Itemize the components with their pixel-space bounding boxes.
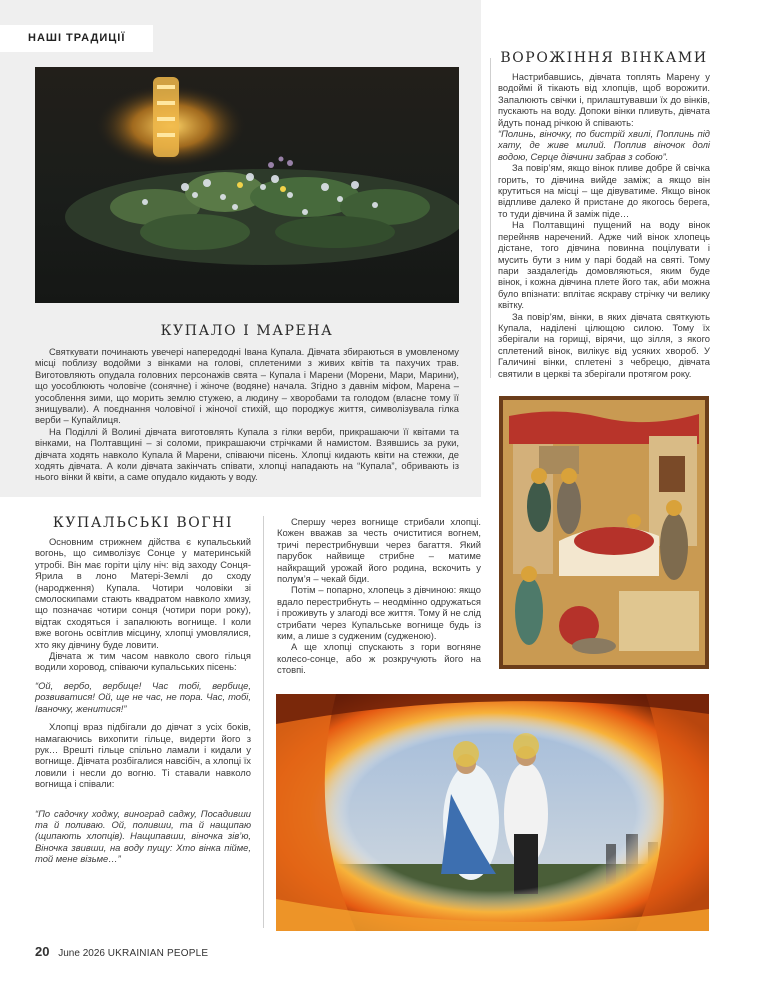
song-quote: “По садочку ходжу, виноград саджу, Посадивши та й поливаю. Ой, поливши, та й нащипаю (щипають хлопців). Нащипавши, віночка зів’ю, Віночка звивши, на воду пущу: Хто вінка пійме, той мене візьме…” — [35, 807, 251, 865]
wreath-on-water-image — [35, 67, 459, 303]
paragraph: Дівчата ж тим часом навколо свого гільця водили хоровод, співаючи купальських пісень: — [35, 650, 251, 673]
column-divider — [490, 58, 491, 378]
paragraph: Святкувати починають увечері напередодні Івана Купала. Дівчата збираються в умовленому місці поблизу водойми з вінками на голові, сплетеними з живих квітів та пахучих трав. Виготовляють опудала головних персонажів свята – Купала і Марени (Морени, Мари, Марини), що уособлюють чоловіче (сонячне) і жіноче (водяне) начала. Згідно з давнім міфом, Марена – уособлення зими, що морить землю стужею, а людину – хворобами та голодом (власне тому її знищували). А поєднання чоловічої і жіночої стихій, що породжує життя, символізувала гілка верби – Купайлиця. — [35, 346, 459, 426]
paragraph: Потім – попарно, хлопець з дівчиною: якщо вдало перестрибнуть – неодмінно одружаться і проживуть у злагоді все життя. Тому й не слід стрибати через Купальське вогнище будь із ким, а лише з судженим (судженою). — [277, 584, 481, 642]
paragraph: А ще хлопці спускають з гори вогняне колесо-сонце, або ж розкручують його на стовпі. — [277, 641, 481, 676]
page-number: 20 — [35, 944, 50, 959]
article-title-vogni: КУПАЛЬСЬКІ ВОГНІ — [52, 515, 234, 531]
fire-dance-image — [276, 694, 709, 931]
article-body-vogni-col1 — [35, 536, 251, 865]
article-title-vorozhinnia: ВОРОЖІННЯ ВІНКАМИ — [500, 50, 708, 66]
paragraph: За повір’ям, якщо вінок пливе добре й свічка горить, то дівчина вийде заміж; а якщо він крутиться на місці – ще дівуватиме. Якщо вінок відпливе далеко й пристане до якогось берега, то туди дівчина й заміж піде… — [498, 162, 710, 219]
article-body-kupalo — [35, 346, 459, 483]
song-quote: “Ой, вербо, вербице! Час тобі, вербице, розвиватися! Ой, ще не час, не пора. Час, тобі, Іваночку, женитися!” — [35, 679, 251, 714]
article-body-vogni-col2 — [277, 516, 481, 676]
section-tag: НАШІ ТРАДИЦІЇ — [0, 25, 153, 52]
paragraph: Спершу через вогнище стрибали хлопці. Кожен вважав за честь очиститися вогнем, тричі перестрибнувши через багаття. Який парубок найвище стрибне – матиме найкращий урожай його родина, вскочить у полум’я – чекай біди. — [277, 516, 481, 585]
fire-photo — [276, 694, 709, 931]
column-divider — [263, 516, 264, 928]
song-quote: “Полинь, віночку, по бистрій хвилі, Поплинь під хату, де живе милий. Поплив віночок долі водою, Серце дівчини забрав з собою”. — [498, 128, 710, 162]
article-title-kupalo: КУПАЛО І МАРЕНА — [160, 323, 334, 339]
paragraph: Хлопці враз підбігали до дівчат з усіх боків, намагаючись вихопити гільце, видерти його з рук… Врешті гільце спільно ламали і кидали у вогнище. Дівчата розбігалися навсібіч, а хлопці їх ловили і несли до вогню. Ті ставали навколо вогнища і співали: — [35, 721, 251, 790]
issue-date: June 2026 — [58, 948, 105, 959]
page-footer — [35, 944, 208, 959]
wreath-photo — [35, 67, 459, 303]
paragraph: На Полтавщині пущений на воду вінок перейняв наречений. Адже чий вінок хлопець дістане, того дівчина повинна поцілувати і мусить бути з ним у парі бодай на святі. Тому пари заздалегідь домовляються, яким буде вінок, і кожна дівчина плете його так, аби можна було впізнати: вплітає яскраву стрічку чи велику квітку. — [498, 219, 710, 311]
nativity-icon-image — [499, 396, 709, 669]
magazine-name: UKRAINIAN PEOPLE — [107, 948, 209, 959]
article-body-vorozhinnia — [498, 71, 710, 379]
icon-painting — [499, 396, 709, 669]
paragraph: Настрибавшись, дівчата топлять Марену у водоймі й тікають від хлопців, щоб ворожити. Запалюють свічки і, прилаштувавши їх до вінків, пускають на воду. Допоки вінки пливуть, дівчата йдуть понад річкою й співають: — [498, 71, 710, 128]
paragraph: За повір’ям, вінки, в яких дівчата святкують Купала, наділені цілющою силою. Тому їх зберігали на горищі, вірячи, що зілля, з якого сплетений вінок, вилікує від усяких хвороб. У Галичині вінки, сплетені з чебрецю, дівчата святили в церкві та зберігали протягом року. — [498, 310, 710, 379]
paragraph: На Поділлі й Волині дівчата виготовлять Купала з гілки верби, прикрашаючи її квітами та вінками, на Полтавщині – зі соломи, прикрашаючи стрічками й намистом. Взявшись за руки, дівчата ходять навколо Купала й Марени, співаючи пісень. Хлопці кидають квіти на стежки, де ходять дівчата. А коли дівчата закінчать співати, хлопці нападають на “Купала”, обривають із нього вінки й квіти, а саме опудало кидають у воду. — [35, 425, 459, 483]
paragraph: Основним стрижнем дійства є купальський вогонь, що символізує Сонце у материнській утробі. Він має горіти цілу ніч: від заходу Сонця-Ярила в лоно Матері-Землі до сходу (народження) Купала. Чотири чоловіки зі смолоскипами стають квадратом навколо хмизу, що позначає чотири сонця (чотири пори року), відтак сходяться і запалюють вогнище. І коли вже вогонь освітлив місцину, хлопці умовлялися, хто яку дівчину буде ловити. — [35, 536, 251, 650]
